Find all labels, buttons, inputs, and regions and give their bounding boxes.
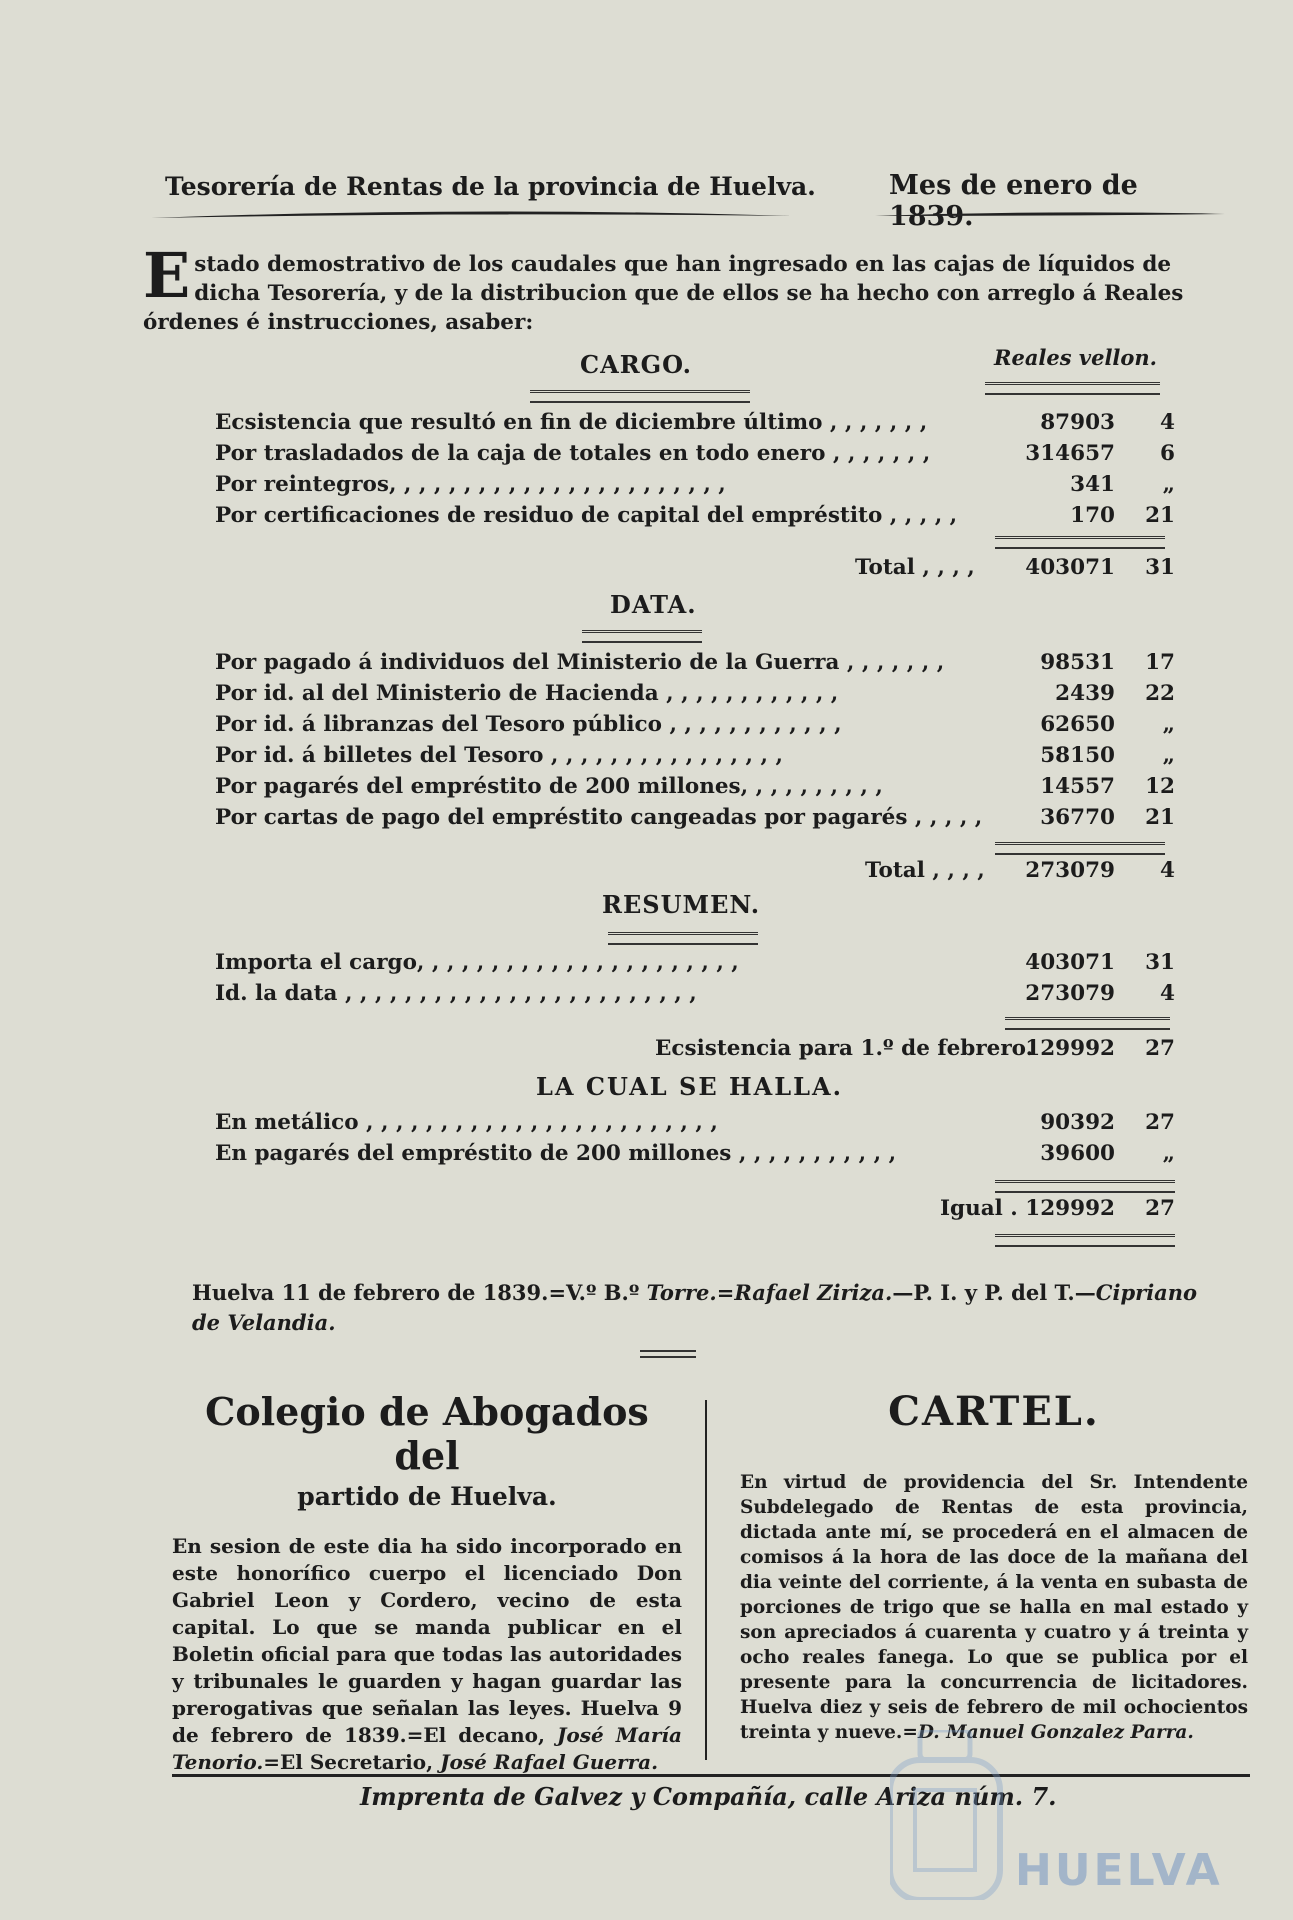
resumen-total xyxy=(215,1036,1175,1066)
resumen-row-frac: 4 xyxy=(1160,981,1175,1006)
cargo-row-amount: 170 xyxy=(1070,503,1115,528)
resumen-row-label: Importa el cargo, , , , , , , , , , , , , , , , , , , , , , xyxy=(215,950,739,975)
cartel-body xyxy=(740,1470,1248,1745)
halla-row-amount: 39600 xyxy=(1040,1141,1115,1166)
halla-row xyxy=(215,1110,1175,1141)
resumen-rows xyxy=(215,950,1175,1012)
colegio-title: Colegio de Abogados del xyxy=(205,1389,649,1478)
halla-total-frac: 27 xyxy=(1145,1196,1175,1221)
halla-row xyxy=(215,1141,1175,1172)
data-row xyxy=(215,650,1175,681)
colegio-body-text: En sesion de este dia ha sido incorporado en este honorífico cuerpo el licenciado Don Gabriel Leon y Cordero, vecino de esta capital. Lo que se manda publicar en el Boletin oficial para que todas las autoridades y tribunales le guarden y hagan guardar las prerogativas que señalan las leyes. Huelva 9 de febrero de 1839.=El decano, xyxy=(172,1534,682,1747)
halla-total xyxy=(215,1196,1175,1226)
section-divider xyxy=(640,1350,696,1358)
halla-total-label: Igual . xyxy=(940,1196,1018,1221)
data-row-frac: „ xyxy=(1162,743,1175,768)
signature-line xyxy=(192,1278,1222,1338)
watermark-text: HUELVA xyxy=(1015,1845,1223,1896)
halla-bottom-rule xyxy=(995,1234,1175,1247)
header xyxy=(165,170,1220,232)
cargo-total-label: Total , , , , xyxy=(855,555,975,580)
resumen-rule xyxy=(608,932,758,945)
resumen-total-rule xyxy=(1005,1017,1170,1030)
header-office: Tesorería de Rentas de la provincia de Huelva. xyxy=(165,172,816,201)
signature-sep: = xyxy=(716,1280,735,1305)
colegio-body-mid: =El Secretario, xyxy=(263,1750,441,1774)
cargo-row-frac: „ xyxy=(1162,472,1175,497)
header-swoosh-right xyxy=(875,208,1225,222)
header-month: Mes de enero de 1839. xyxy=(889,170,1138,232)
data-row-label: Por id. á billetes del Tesoro , , , , , , , , , , , , , , , , xyxy=(215,743,783,768)
data-rule xyxy=(582,630,702,643)
halla-total-amount: 129992 xyxy=(1025,1196,1115,1221)
resumen-row xyxy=(215,950,1175,981)
data-row-amount: 2439 xyxy=(1055,681,1115,706)
imprint: Imprenta de Galvez y Compañía, calle Ariza núm. 7. xyxy=(360,1782,1057,1811)
halla-row-frac: „ xyxy=(1162,1141,1175,1166)
cargo-row-amount: 87903 xyxy=(1040,410,1115,435)
cartel-notice xyxy=(740,1390,1248,1745)
drop-cap: E xyxy=(143,239,191,312)
cargo-total-frac: 31 xyxy=(1145,555,1175,580)
cargo-row-frac: 21 xyxy=(1145,503,1175,528)
colegio-body xyxy=(172,1533,682,1776)
cargo-total-rule xyxy=(995,536,1165,549)
cargo-row-amount: 314657 xyxy=(1025,441,1115,466)
halla-row-frac: 27 xyxy=(1145,1110,1175,1135)
data-row xyxy=(215,712,1175,743)
colegio-subtitle: partido de Huelva. xyxy=(297,1482,557,1511)
data-row-frac: 17 xyxy=(1145,650,1175,675)
cargo-total xyxy=(215,555,1175,585)
data-row xyxy=(215,774,1175,805)
cargo-rows xyxy=(215,410,1175,534)
cargo-row xyxy=(215,472,1175,503)
data-total-rule xyxy=(995,842,1165,855)
cartel-body-text: En virtud de providencia del Sr. Intendente Subdelegado de Rentas de esta provincia, dictada ante mí, se procederá en el almacen de comisos á la hora de las doce de la mañana del dia veinte del corriente, á la venta en subasta de porciones de trigo que se halla en mal estado y son apreciados á cuarenta y cuatro y á treinta y ocho reales fanega. Lo que se publica por el presente para la concurrencia de licitadores. Huelva diez y seis de febrero de mil ochocientos treinta y nueve.= xyxy=(740,1472,1248,1743)
data-row-amount: 58150 xyxy=(1040,743,1115,768)
cargo-row xyxy=(215,410,1175,441)
data-rows xyxy=(215,650,1175,836)
data-row xyxy=(215,681,1175,712)
cargo-row-amount: 341 xyxy=(1070,472,1115,497)
resumen-row xyxy=(215,981,1175,1012)
data-row-label: Por id. á libranzas del Tesoro público , , , , , , , , , , , , xyxy=(215,712,842,737)
cargo-row xyxy=(215,503,1175,534)
resumen-total-amount: 129992 xyxy=(1025,1036,1115,1061)
halla-rows xyxy=(215,1110,1175,1172)
resumen-row-label: Id. la data , , , , , , , , , , , , , , , , , , , , , , , , xyxy=(215,981,697,1006)
halla-title: LA CUAL SE HALLA. xyxy=(536,1072,843,1101)
resumen-row-frac: 31 xyxy=(1145,950,1175,975)
data-row-amount: 98531 xyxy=(1040,650,1115,675)
data-total-amount: 273079 xyxy=(1025,858,1115,883)
cargo-row-frac: 6 xyxy=(1160,441,1175,466)
header-swoosh-left xyxy=(151,208,791,222)
halla-row-amount: 90392 xyxy=(1040,1110,1115,1135)
cargo-row-label: Ecsistencia que resultó en fin de diciembre último , , , , , , , xyxy=(215,410,928,435)
halla-row-label: En metálico , , , , , , , , , , , , , , , , , , , , , , , , xyxy=(215,1110,718,1135)
data-total-label: Total , , , , xyxy=(865,858,985,883)
intro-paragraph xyxy=(143,239,1233,337)
signature-prefix: Huelva 11 de febrero de 1839.=V.º B.º xyxy=(192,1280,647,1305)
data-row-frac: 12 xyxy=(1145,774,1175,799)
signature-name-ziriza: Rafael Ziriza. xyxy=(734,1280,893,1305)
cartel-signer: D. Manuel Gonzalez Parra. xyxy=(917,1722,1194,1743)
cargo-total-amount: 403071 xyxy=(1025,555,1115,580)
colegio-secretario: José Rafael Guerra. xyxy=(440,1750,659,1774)
data-row-amount: 62650 xyxy=(1040,712,1115,737)
data-row-amount: 36770 xyxy=(1040,805,1115,830)
halla-row-label: En pagarés del empréstito de 200 millones , , , , , , , , , , , xyxy=(215,1141,897,1166)
cargo-row-label: Por trasladados de la caja de totales en todo enero , , , , , , , xyxy=(215,441,931,466)
resumen-row-amount: 273079 xyxy=(1025,981,1115,1006)
column-divider xyxy=(705,1400,707,1760)
intro-text: stado demostrativo de los caudales que han ingresado en las cajas de líquidos de dicha Tesorería, y de la distribucion que de ellos se ha hecho con arreglo á Reales órdenes é instrucciones, asaber: xyxy=(143,252,1184,335)
data-total-frac: 4 xyxy=(1160,858,1175,883)
data-row-frac: 21 xyxy=(1145,805,1175,830)
cargo-row-label: Por certificaciones de residuo de capital del empréstito , , , , , xyxy=(215,503,958,528)
data-row-label: Por pagarés del empréstito de 200 millones, , , , , , , , , , xyxy=(215,774,883,799)
cargo-rule xyxy=(530,390,750,403)
data-total xyxy=(215,858,1175,888)
data-row-amount: 14557 xyxy=(1040,774,1115,799)
cargo-row xyxy=(215,441,1175,472)
signature-role: —P. I. y P. del T.— xyxy=(892,1280,1096,1305)
unit-label: Reales vellon. xyxy=(994,345,1157,370)
signature-name-velandia: Cipriano de Velandia. xyxy=(192,1280,1198,1335)
data-title: DATA. xyxy=(610,590,697,619)
data-row-label: Por pagado á individuos del Ministerio de la Guerra , , , , , , , xyxy=(215,650,945,675)
resumen-row-amount: 403071 xyxy=(1025,950,1115,975)
data-row-frac: 22 xyxy=(1145,681,1175,706)
data-row-label: Por cartas de pago del empréstito cangeadas por pagarés , , , , , xyxy=(215,805,983,830)
resumen-total-frac: 27 xyxy=(1145,1036,1175,1061)
colegio-decano: José María Tenorio. xyxy=(172,1723,682,1774)
unit-rule xyxy=(985,382,1160,395)
data-row xyxy=(215,743,1175,774)
resumen-total-label: Ecsistencia para 1.º de febrero. xyxy=(655,1036,1034,1061)
cartel-title: CARTEL. xyxy=(888,1388,1100,1435)
data-row-frac: „ xyxy=(1162,712,1175,737)
resumen-title: RESUMEN. xyxy=(602,890,761,919)
signature-name-torre: Torre. xyxy=(646,1280,717,1305)
cargo-title: CARGO. xyxy=(580,350,693,379)
data-row-label: Por id. al del Ministerio de Hacienda , , , , , , , , , , , , xyxy=(215,681,839,706)
cargo-row-frac: 4 xyxy=(1160,410,1175,435)
data-row xyxy=(215,805,1175,836)
halla-total-rule xyxy=(995,1180,1175,1193)
colegio-notice xyxy=(172,1390,682,1776)
cargo-row-label: Por reintegros, , , , , , , , , , , , , , , , , , , , , , , xyxy=(215,472,726,497)
